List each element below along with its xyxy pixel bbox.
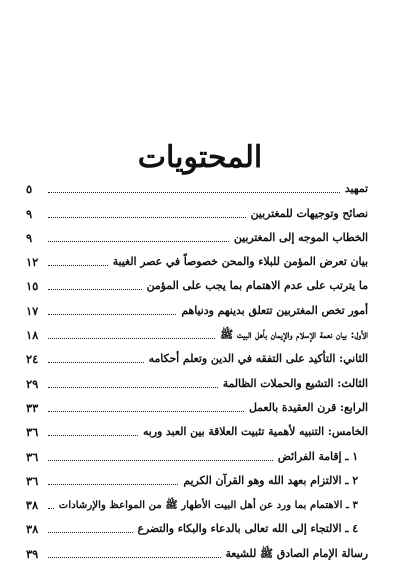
toc-entry-page: ٩ xyxy=(26,206,33,221)
toc-entry-title: الرابع: قرن العقيدة بالعمل xyxy=(248,400,368,414)
dot-leader xyxy=(48,387,218,388)
table-of-contents xyxy=(26,172,368,561)
dot-leader xyxy=(48,338,215,339)
dot-leader xyxy=(48,192,340,193)
dot-leader xyxy=(48,265,108,266)
toc-entry-page: ٢٤ xyxy=(26,352,39,367)
toc-entry-title: رسالة الإمام الصادق ﷺ للشيعة xyxy=(225,546,368,560)
toc-entry-title: ١ ـ إقامة الفرائض xyxy=(277,449,358,463)
toc-entry-title: الخطاب الموجه إلى المغتربين xyxy=(233,230,368,244)
toc-entry-page: ١٢ xyxy=(26,255,39,270)
dot-leader xyxy=(48,241,229,242)
toc-entry-page: ٥ xyxy=(26,182,33,197)
toc-entry xyxy=(26,536,368,560)
toc-entry-title: ٣ ـ الاهتمام بما ورد عن أهل البيت الأطهار ﷺ من المواعظ والإرشادات xyxy=(58,499,358,512)
toc-entry-title: أمور تخص المغتربين تتعلق بدينهم ودنياهم xyxy=(181,303,368,317)
toc-entry-title: ما يترتب على عدم الاهتمام بما يجب على المؤمن xyxy=(146,279,368,293)
toc-entry xyxy=(26,439,368,463)
toc-entry xyxy=(26,221,368,245)
toc-entry-page: ٣٦ xyxy=(26,425,39,440)
toc-entry xyxy=(26,391,368,415)
toc-entry-title: نصائح وتوجيهات للمغتربين xyxy=(250,206,368,220)
toc-entry-page: ٢٩ xyxy=(26,376,39,391)
toc-entry-title: ٢ ـ الالتزام بعهد الله وهو القرآن الكريم xyxy=(183,473,358,487)
toc-entry-page: ٣٦ xyxy=(26,449,39,464)
toc-entry xyxy=(26,245,368,269)
toc-entry-title: الثالث: التشيع والحملات الظالمة xyxy=(222,376,368,390)
dot-leader xyxy=(48,484,178,485)
dot-leader xyxy=(48,557,221,558)
toc-entry-title: ٤ ـ الالتجاء إلى الله تعالى بالدعاء والبكاء والتضرع xyxy=(137,522,358,536)
dot-leader xyxy=(48,435,138,436)
toc-entry xyxy=(26,293,368,317)
toc-entry xyxy=(26,196,368,220)
toc-entry-title: الأول: بيان نعمة الإسلام والإيمان بأهل البيت ﷺ xyxy=(220,328,368,342)
toc-entry-page: ١٧ xyxy=(26,303,39,318)
toc-entry-page: ٩ xyxy=(26,230,33,245)
toc-entry xyxy=(26,464,368,488)
dot-leader xyxy=(48,460,273,461)
toc-entry-page: ٣٩ xyxy=(26,546,39,561)
toc-entry xyxy=(26,172,368,196)
dot-leader xyxy=(48,314,176,315)
toc-entry xyxy=(26,415,368,439)
dot-leader xyxy=(48,508,54,509)
toc-entry xyxy=(26,318,368,342)
toc-entry-title: بيان تعرض المؤمن للبلاء والمحن خصوصاً في عصر الغيبة xyxy=(112,255,368,269)
page-title: المحتويات xyxy=(137,140,263,175)
toc-entry xyxy=(26,342,368,366)
toc-entry xyxy=(26,512,368,536)
toc-entry-page: ٣٣ xyxy=(26,400,39,415)
toc-entry xyxy=(26,269,368,293)
toc-entry-page: ٣٨ xyxy=(25,498,39,513)
toc-entry-title: الثاني: التأكيد على التفقه في الدين وتعلم أحكامه xyxy=(148,352,368,366)
toc-entry-title: تمهيد xyxy=(344,182,368,196)
toc-entry-page: ٣٨ xyxy=(26,522,39,537)
dot-leader xyxy=(48,289,142,290)
toc-entry-title: الخامس: التنبيه لأهمية تثبيت العلاقة بين العبد وربه xyxy=(142,425,368,439)
toc-entry xyxy=(26,366,368,390)
toc-entry-page: ١٨ xyxy=(26,328,39,343)
dot-leader xyxy=(48,411,244,412)
dot-leader xyxy=(48,362,144,363)
toc-entry-page: ١٥ xyxy=(26,279,39,294)
dot-leader xyxy=(48,532,133,533)
dot-leader xyxy=(48,217,246,218)
toc-entry xyxy=(26,488,368,512)
toc-entry-page: ٣٦ xyxy=(26,473,39,488)
